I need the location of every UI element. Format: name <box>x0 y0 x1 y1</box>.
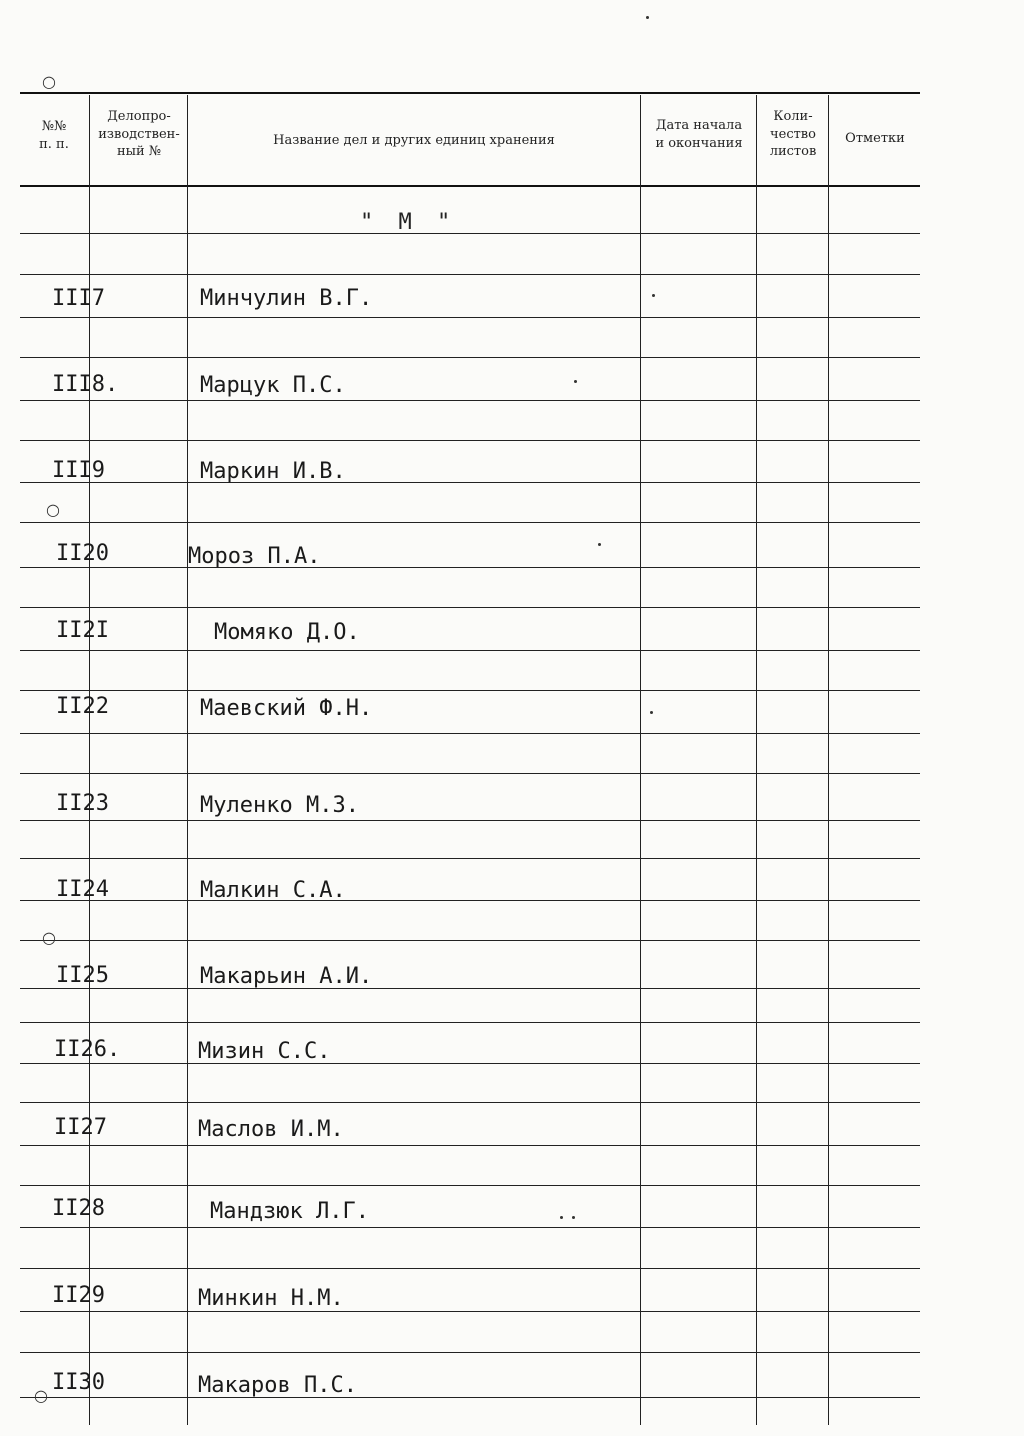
ruled-line <box>20 988 920 989</box>
ruled-line <box>20 1352 920 1353</box>
row-num: II27 <box>54 1115 107 1140</box>
ruled-line <box>20 400 920 401</box>
ruled-line <box>20 940 920 941</box>
ruled-line <box>20 733 920 734</box>
ruled-line <box>20 900 920 901</box>
ruled-line <box>20 858 920 859</box>
row-name: Муленко М.З. <box>200 793 359 818</box>
column-divider <box>640 95 641 1425</box>
header-col-dates: Дата начала и окончания <box>655 118 743 151</box>
header-col-sheets: Коли- чество листов <box>769 109 817 160</box>
row-name: Мандзюк Л.Г. <box>210 1199 369 1224</box>
row-name: Минкин Н.М. <box>198 1286 344 1311</box>
column-divider <box>756 95 757 1425</box>
column-divider <box>187 95 188 1425</box>
header-col-office-num: Делопро- изводствен- ный № <box>98 109 180 160</box>
header-top-rule <box>20 92 920 94</box>
row-num: II23 <box>56 791 109 816</box>
stray-dot <box>646 16 649 19</box>
ruled-line <box>20 607 920 608</box>
row-name: Минчулин В.Г. <box>200 286 373 311</box>
stray-dot <box>560 1216 563 1219</box>
header-col-num: №№ п. п. <box>39 119 69 152</box>
stray-dot <box>598 543 601 546</box>
ruled-line <box>20 440 920 441</box>
row-num: II29 <box>52 1283 105 1308</box>
row-name: Марцук П.С. <box>200 373 346 398</box>
ruled-line <box>20 1311 920 1312</box>
ruled-line <box>20 1063 920 1064</box>
punch-mark-icon: ○ <box>42 72 56 91</box>
stray-dot <box>572 1216 575 1219</box>
row-num: III9 <box>52 458 105 483</box>
header-col-notes: Отметки <box>845 131 905 146</box>
row-num: II20 <box>56 541 109 566</box>
ruled-line <box>20 522 920 523</box>
stray-dot <box>650 711 653 714</box>
row-name: Маевский Ф.Н. <box>200 696 373 721</box>
column-divider <box>828 95 829 1425</box>
row-name: Мороз П.А. <box>188 544 321 569</box>
ruled-line <box>20 317 920 318</box>
ruled-line <box>20 357 920 358</box>
row-name: Макарьин А.И. <box>200 964 373 989</box>
row-num: II26. <box>54 1037 121 1062</box>
ruled-line <box>20 1022 920 1023</box>
ruled-line <box>20 1145 920 1146</box>
ruled-line <box>20 274 920 275</box>
row-num: II28 <box>52 1196 105 1221</box>
row-num: II25 <box>56 963 109 988</box>
ruled-line <box>20 690 920 691</box>
row-name: Маслов И.М. <box>198 1117 344 1142</box>
header-col-title: Название дел и других единиц хранения <box>273 133 555 148</box>
row-num: II2I <box>56 618 109 643</box>
row-num: III8. <box>52 372 119 397</box>
punch-mark-icon: ○ <box>42 928 56 947</box>
punch-mark-icon: ○ <box>34 1386 48 1405</box>
ruled-line <box>20 1227 920 1228</box>
row-num: II30 <box>52 1370 105 1395</box>
row-num: III7 <box>52 286 105 311</box>
row-num: II22 <box>56 694 109 719</box>
ruled-line <box>20 773 920 774</box>
row-name: Макаров П.С. <box>198 1373 357 1398</box>
row-num: II24 <box>56 877 109 902</box>
row-name: Малкин С.А. <box>200 878 346 903</box>
ruled-line <box>20 233 920 234</box>
row-name: Мизин С.С. <box>198 1039 331 1064</box>
row-name: Маркин И.В. <box>200 459 346 484</box>
ruled-line <box>20 482 920 483</box>
punch-mark-icon: ○ <box>46 500 60 519</box>
ruled-line <box>20 650 920 651</box>
stray-dot <box>652 294 655 297</box>
ruled-line <box>20 567 920 568</box>
section-letter: " М " <box>360 210 457 235</box>
ruled-line <box>20 820 920 821</box>
ruled-line <box>20 1185 920 1186</box>
ruled-line <box>20 1102 920 1103</box>
ruled-line <box>20 1397 920 1398</box>
row-name: Момяко Д.О. <box>214 620 360 645</box>
stray-dot <box>574 380 577 383</box>
header-bottom-rule <box>20 185 920 187</box>
ruled-line <box>20 1268 920 1269</box>
